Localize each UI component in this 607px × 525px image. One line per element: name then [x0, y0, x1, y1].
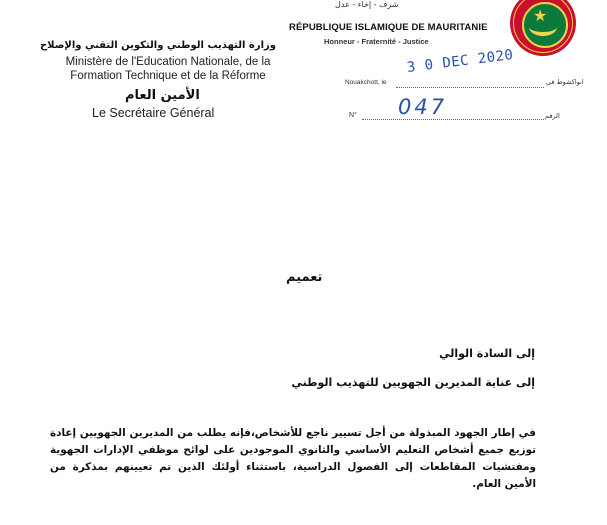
recipient-line-1: إلى السادة الوالي	[439, 347, 535, 360]
date-dotted-line	[396, 87, 544, 88]
reference-number-handwritten: 047	[398, 95, 448, 119]
recipient-line-2: إلى عناية المديرين الجهويين للتهذيب الوطني	[291, 376, 535, 389]
date-stamp-handwritten: 3 0 DEC 2020	[406, 47, 515, 76]
secretary-general-french: Le Secrétaire Général	[92, 106, 215, 120]
motto-french: Honneur - Fraternité - Justice	[324, 37, 429, 46]
number-label-arabic: الرقم	[545, 112, 560, 120]
place-label-french: Nouakchott, le	[345, 79, 387, 86]
number-dotted-line	[362, 119, 544, 120]
republic-title: RÉPUBLIQUE ISLAMIQUE DE MAURITANIE	[289, 22, 488, 33]
coat-of-arms-seal-icon: ★	[510, 0, 576, 56]
body-paragraph: في إطار الجهود المبذولة من أجل تسيير ناجع للأشخاص،فإنه يطلب من المديرين الجهويين إعادة توزيع جميع أشخاص التعليم الأساسي والثانوي الموجودين على لوائح موظفي الإدارات الجهوية ومفتشيات المقاطعات إلى الفصول الدراسية، باستثناء أولئك الذين تم تعيينهم بمذكرة من الأمين العام.	[50, 427, 536, 490]
ministry-name-french: Ministère de l'Education Nationale, de la Formation Technique et de la Réforme	[65, 56, 271, 82]
secretary-general-arabic: الأمين العام	[125, 88, 200, 103]
place-label-arabic: انواكشوط في	[546, 78, 584, 86]
number-label-french: N°	[349, 112, 357, 119]
ministry-name-arabic: وزارة التهذيب الوطني والتكوين التقني والإصلاح	[39, 40, 276, 51]
document-subject: تعميم	[286, 270, 323, 285]
motto-arabic: شرف - إخاء - عدل	[335, 0, 399, 9]
